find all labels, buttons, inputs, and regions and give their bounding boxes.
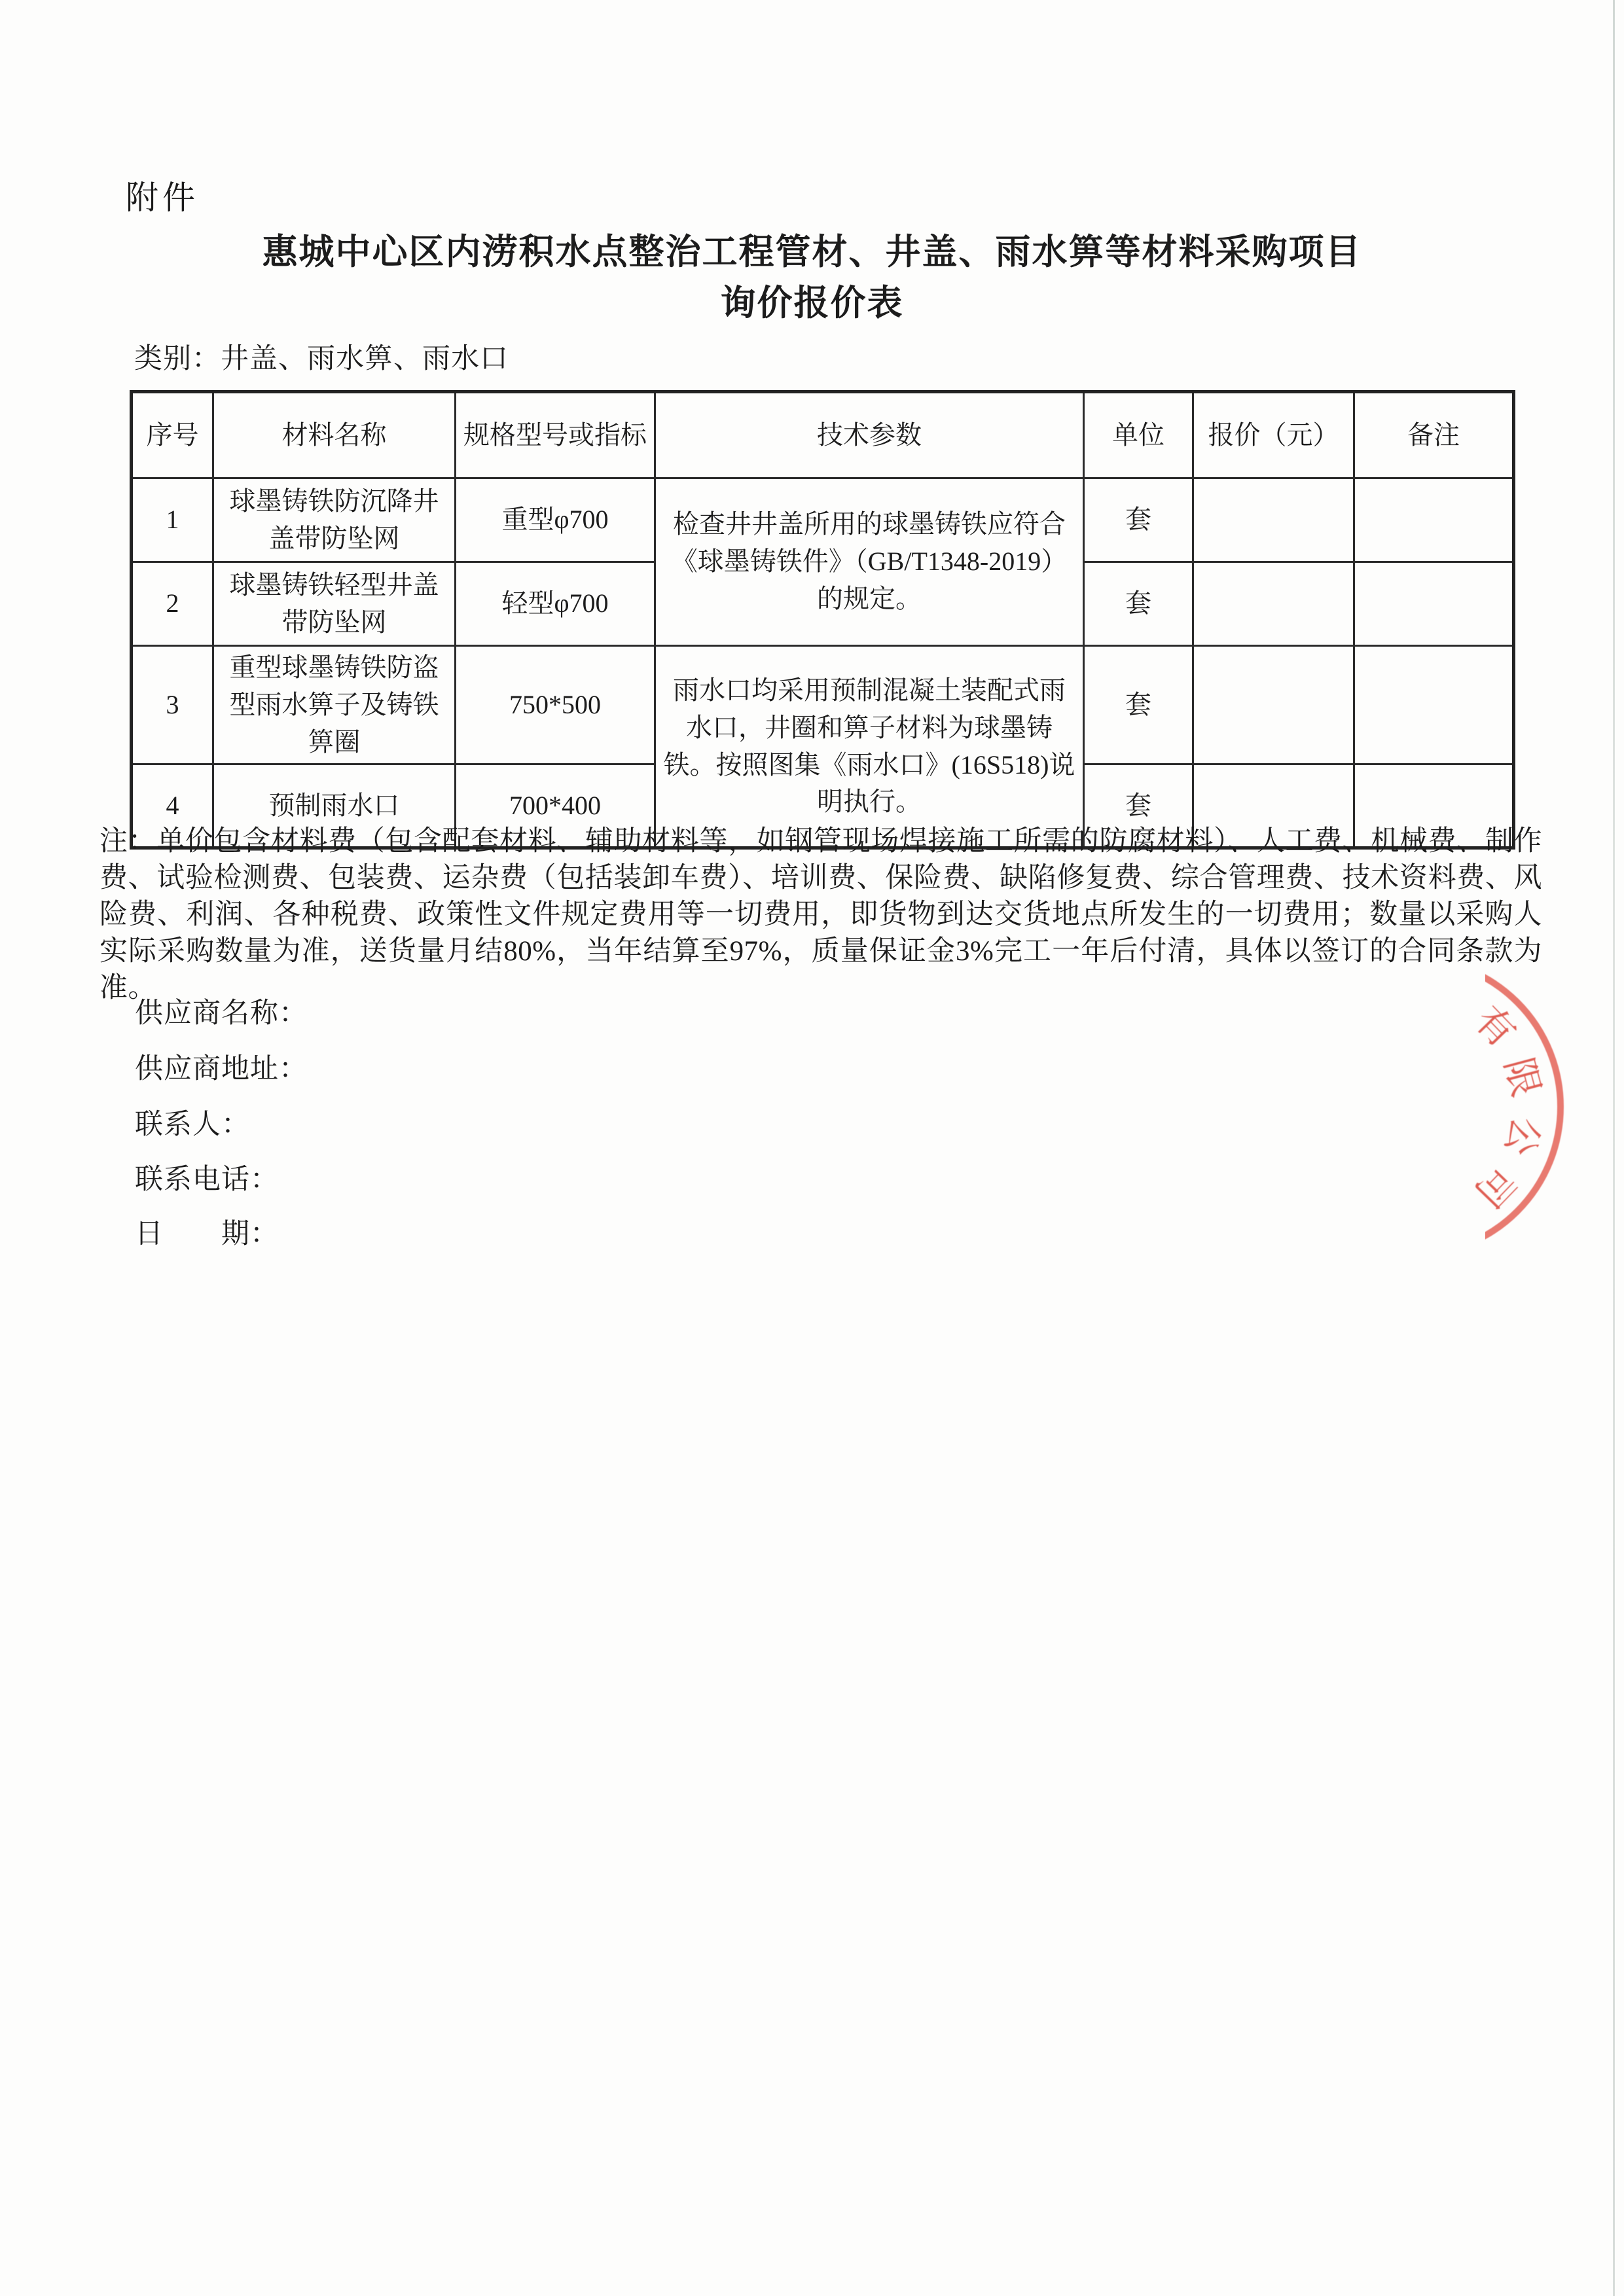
document-title-line2: 询价报价表 — [720, 283, 904, 323]
seal-char: 有 — [1466, 998, 1524, 1056]
pricing-note: 注：单价包含材料费（包含配套材料、辅助材料等，如钢管现场焊接施工所需的防腐材料）、人工费、机械费、制作费、试验检测费、包装费、运杂费（包括装卸车费）、培训费、保险费、缺陷修复费、综合管理费、技术资料费、风险费、利润、各种税费、政策性文件规定费用等一切费用，即货物到达交货地点所发生的一切费用；数量以采购人实际采购数量为准，送货量月结80%，当年结算至97%，质量保证金3%完工一年后付清，具体以签订的合同条款为准。 — [99, 826, 1542, 1003]
price-cell — [1193, 646, 1354, 764]
remark-cell — [1354, 646, 1514, 764]
seq-cell: 1 — [132, 478, 213, 562]
seal-char: 公 — [1496, 1112, 1548, 1160]
unit-cell: 套 — [1084, 562, 1193, 646]
table-row — [132, 478, 1514, 562]
document-title-line1: 惠城中心区内涝积水点整治工程管材、井盖、雨水箅等材料采购项目 — [262, 232, 1362, 272]
header-tech-params: 技术参数 — [655, 392, 1084, 478]
date-label: 日 期： — [135, 1219, 279, 1249]
seq-cell: 4 — [132, 764, 213, 848]
header-spec: 规格型号或指标 — [456, 392, 655, 478]
attachment-label: 附件 — [126, 179, 199, 216]
price-cell — [1193, 562, 1354, 646]
material-name-cell: 重型球墨铸铁防盗型雨水箅子及铸铁箅圈 — [213, 646, 456, 764]
supplier-name-label: 供应商名称： — [135, 998, 308, 1029]
contact-phone-label: 联系电话： — [135, 1164, 279, 1195]
unit-cell: 套 — [1084, 646, 1193, 764]
tech-params-cell-manhole: 检查井井盖所用的球墨铸铁应符合《球墨铸铁件》（GB/T1348-2019）的规定。 — [655, 478, 1084, 646]
price-cell — [1193, 478, 1354, 562]
remark-cell — [1354, 478, 1514, 562]
material-name-cell: 球墨铸铁防沉降井盖带防坠网 — [213, 478, 456, 562]
spec-cell: 750*500 — [456, 646, 655, 764]
table-header-row — [132, 392, 1514, 478]
scan-edge-artifact — [1613, 0, 1615, 2296]
document-title — [0, 226, 1624, 329]
seq-cell: 3 — [132, 646, 213, 764]
tech-params-cell-gully: 雨水口均采用预制混凝土装配式雨水口，井圈和箅子材料为球墨铸铁。按照图集《雨水口》(16S518)说明执行。 — [655, 646, 1084, 848]
spec-cell: 轻型φ700 — [456, 562, 655, 646]
seq-cell: 2 — [132, 562, 213, 646]
seal-char: 限 — [1496, 1053, 1548, 1102]
remark-cell — [1354, 562, 1514, 646]
material-name-cell: 预制雨水口 — [213, 764, 456, 848]
spec-cell: 重型φ700 — [456, 478, 655, 562]
quotation-table — [130, 390, 1515, 850]
header-price: 报价（元） — [1193, 392, 1354, 478]
seal-char: 司 — [1466, 1158, 1524, 1215]
supplier-address-label: 供应商地址： — [135, 1054, 308, 1085]
header-unit: 单位 — [1084, 392, 1193, 478]
category-line: 类别：井盖、雨水箅、雨水口 — [134, 344, 509, 374]
unit-cell: 套 — [1084, 478, 1193, 562]
table-row — [132, 646, 1514, 764]
unit-cell: 套 — [1084, 764, 1193, 848]
header-remark: 备注 — [1354, 392, 1514, 478]
header-seq: 序号 — [132, 392, 213, 478]
spec-cell: 700*400 — [456, 764, 655, 848]
contact-person-label: 联系人： — [135, 1109, 250, 1140]
header-material-name: 材料名称 — [213, 392, 456, 478]
material-name-cell: 球墨铸铁轻型井盖带防坠网 — [213, 562, 456, 646]
